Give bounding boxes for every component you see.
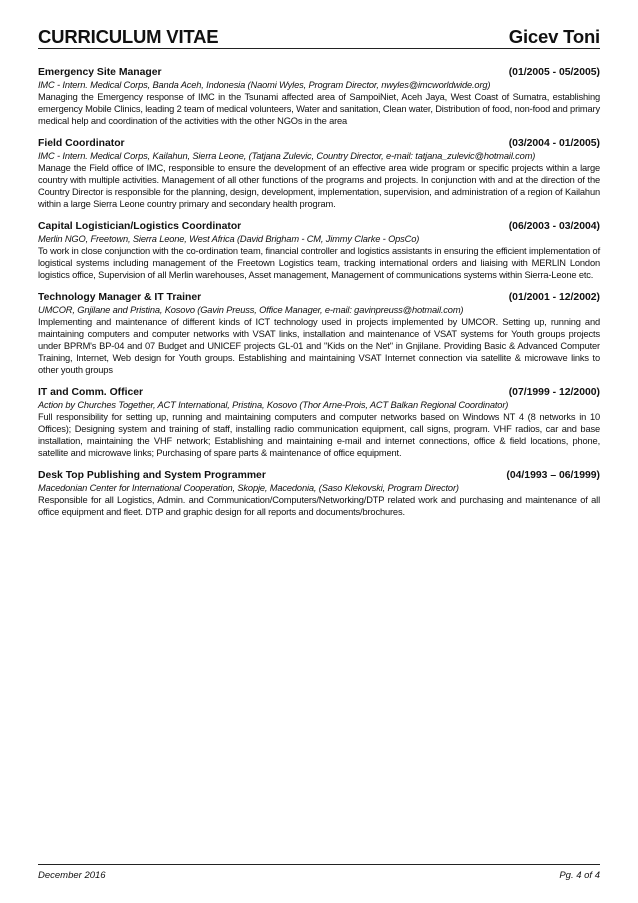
job-entry <box>38 137 600 210</box>
job-organization: IMC - Intern. Medical Corps, Banda Aceh, Indonesia (Naomi Wyles, Program Director, nwyles@imcworldwide.org) <box>38 80 491 90</box>
job-title: Capital Logistician/Logistics Coordinator <box>38 221 242 232</box>
job-entry <box>38 469 600 518</box>
job-description: Responsible for all Logistics, Admin. and Communication/Computers/Networking/DTP related work and purchasing and maintenance of all office equipment and fleet. DTP and graphic design for all reports and documents/brochures. <box>38 495 600 517</box>
job-title: Technology Manager & IT Trainer <box>38 292 202 303</box>
job-organization: Macedonian Center for International Cooperation, Skopje, Macedonia, (Saso Klekovski, Program Director) <box>38 483 459 493</box>
job-header <box>38 469 600 482</box>
job-organization: UMCOR, Gnjilane and Pristina, Kosovo (Gavin Preuss, Office Manager, e-mail: gavinpreuss@hotmail.com) <box>38 305 464 315</box>
job-header <box>38 220 600 233</box>
job-header <box>38 66 600 79</box>
job-entry <box>38 291 600 376</box>
job-description: Full responsibility for setting up, running and maintaining computers and computer networks based on Windows NT 4 (8 networks in 10 Offices); Designing system and training of staff, installing radio communication equipment, call signs, program. VHF radios, car and base installation, maintaining the VHF network; Establishing and maintaining e-mail and internet connections, office & field locations, phone, satellite and microwave links; Purchasing of spare parts & maintenance of office equipment. <box>38 412 600 458</box>
job-header <box>38 137 600 150</box>
job-entry <box>38 220 600 281</box>
job-dates: (03/2004 - 01/2005) <box>508 138 600 149</box>
job-dates: (01/2001 - 12/2002) <box>508 292 600 303</box>
document-title: CURRICULUM VITAE <box>38 26 219 47</box>
job-dates: (01/2005 - 05/2005) <box>508 67 600 78</box>
page-number: Pg. 4 of 4 <box>559 870 600 881</box>
job-description: Implementing and maintenance of different kinds of ICT technology used in projects implemented by UMCOR. Setting up, running and maintaining computers and computer networks with VSAT links, installation and maintenance of VSAT systems for Youth groups projects under BPRM's BP-04 and 07 Budget and UNICEF projects GL-01 and "Kids on the Net" in Gnjilane. Providing Basic & Advanced Computer Training, Internet, Web design for Youth groups. Establishing and maintaining VSAT Internet connection via satellite & microwave links to other youth groups <box>38 317 600 375</box>
job-header <box>38 386 600 399</box>
job-header <box>38 291 600 304</box>
footer-date: December 2016 <box>38 870 106 881</box>
job-title: IT and Comm. Officer <box>38 387 144 398</box>
job-description: Managing the Emergency response of IMC in the Tsunami affected area of SampoiNiet, Aceh Jaya, West Coast of Sumatra, establishing emergency Mobile Clinics, leading 2 team of medical volunteers, Water and sanitation, Clean water, Distribution of food, non-food and primary medical help and coordination of the activities with the other NGOs in the area <box>38 92 600 126</box>
job-title: Field Coordinator <box>38 138 125 149</box>
job-title: Desk Top Publishing and System Programmer <box>38 470 266 481</box>
job-organization: IMC - Intern. Medical Corps, Kailahun, Sierra Leone, (Tatjana Zulevic, Country Director, e-mail: tatjana_zulevic@hotmail.com) <box>38 151 536 161</box>
experience-list <box>38 66 600 528</box>
person-name: Gicev Toni <box>508 26 600 47</box>
page-footer <box>38 864 600 883</box>
job-dates: (06/2003 - 03/2004) <box>508 221 600 232</box>
job-organization: Merlin NGO, Freetown, Sierra Leone, West Africa (David Brigham - CM, Jimmy Clarke - OpsCo) <box>38 234 420 244</box>
job-entry <box>38 386 600 459</box>
job-organization: Action by Churches Together, ACT International, Pristina, Kosovo (Thor Arne-Prois, ACT Balkan Regional Coordinator) <box>38 400 509 410</box>
job-dates: (04/1993 – 06/1999) <box>506 470 600 481</box>
job-title: Emergency Site Manager <box>38 67 162 78</box>
job-dates: (07/1999 - 12/2000) <box>508 387 600 398</box>
job-description: To work in close conjunction with the co-ordination team, financial controller and logistics assistants in ensuring the efficient implementation of logistical systems including management of the Freetown Logistics team, tracking international orders and liaising with MERLIN London logistics office, Supervision of all Merlin warehouses, Asset management, Management of communications systems within Sierra-Leone etc. <box>38 246 600 280</box>
job-description: Manage the Field office of IMC, responsible to ensure the development of an effective area wide program or specific projects within a large country with multiple activities. Management of all other functions of the programs and projects. In conjunction with and at the direction of the Country Director is responsible for the planning, design, development, implementation, supervision, and administration of a region of Kailahun within a large Sierra Leone country primary and secondary health program. <box>38 163 600 209</box>
page-header <box>38 24 600 49</box>
job-entry <box>38 66 600 127</box>
